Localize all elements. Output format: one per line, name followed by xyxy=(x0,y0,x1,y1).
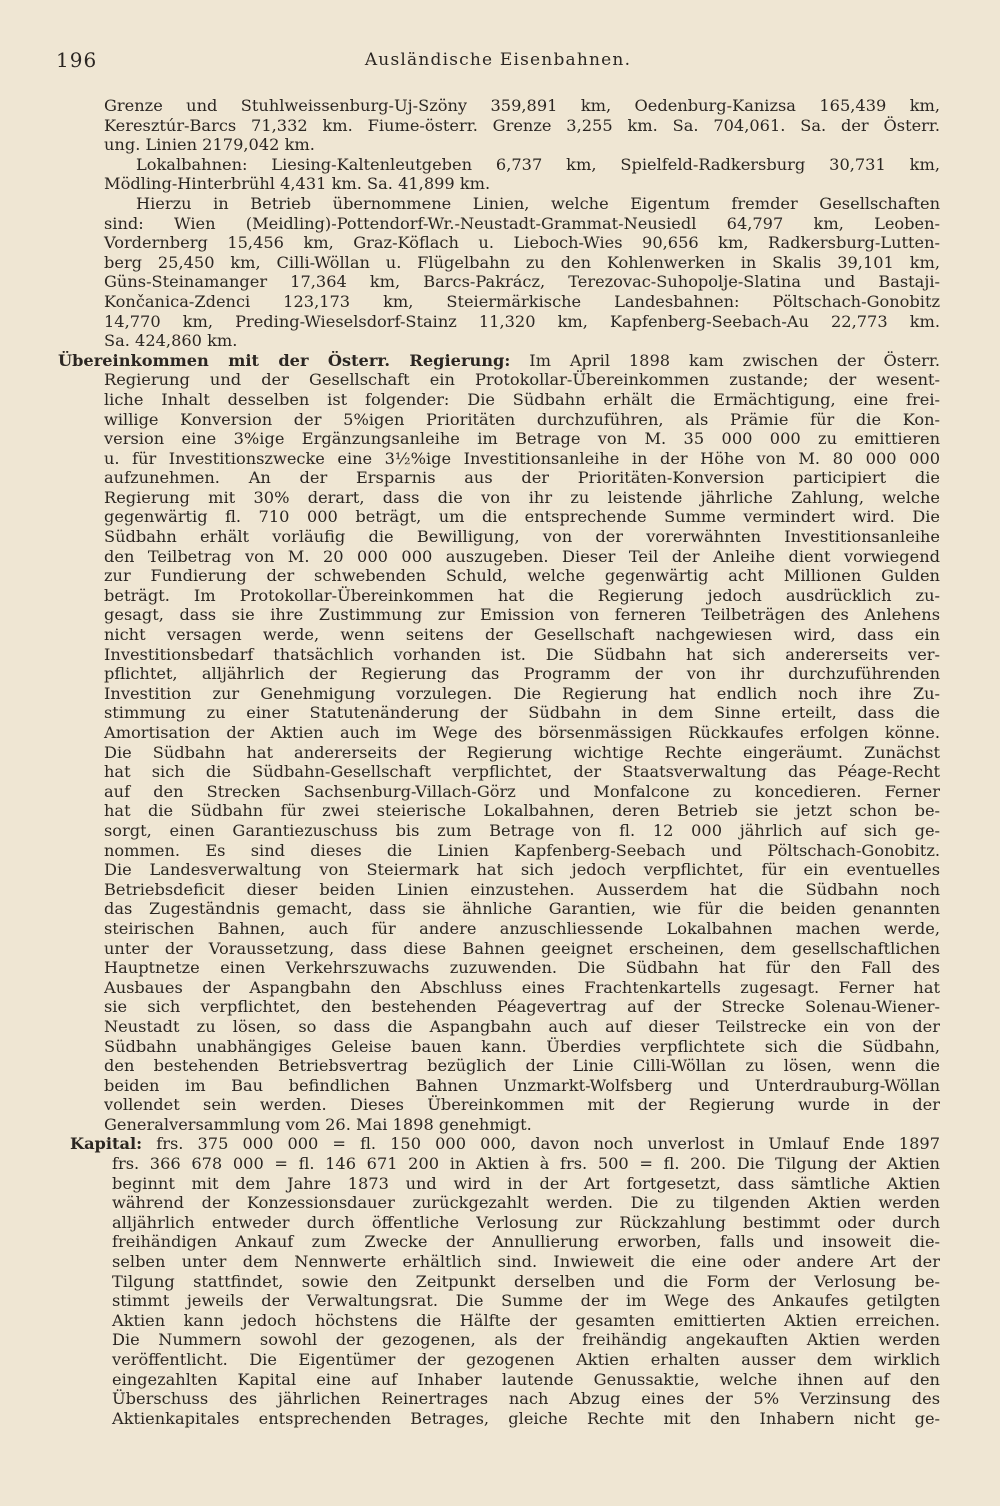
text-line: stimmt jeweils der Verwaltungsrat. Die Summe der im Wege des Ankaufes getilgten xyxy=(112,1291,940,1311)
text-line: Mödling-Hinterbrühl 4,431 km. Sa. 41,899 km. xyxy=(104,174,491,194)
text-line: beginnt mit dem Jahre 1873 und wird in der Art fortgesetzt, dass sämtliche Aktien xyxy=(112,1173,940,1193)
text-line: Überschuss des jährlichen Reinertrages nach Abzug eines der 5% Verzinsung des xyxy=(112,1389,940,1409)
text-line: u. für Investitionszwecke eine 3½%ige Investitionsanleihe in der Höhe von M. 80 000 000 xyxy=(104,448,940,468)
text-line: Končanica-Zdenci 123,173 km, Steiermärkische Landesbahnen: Pöltschach-Gonobitz xyxy=(104,291,940,311)
text-line: Keresztúr-Barcs 71,332 km. Fiume-österr. Grenze 3,255 km. Sa. 704,061. Sa. der Österr. xyxy=(104,115,940,135)
text-line: Regierung und der Gesellschaft ein Protokollar-Übereinkommen zustande; der wesent- xyxy=(104,370,940,390)
text-line: Hauptnetze einen Verkehrszuwachs zuzuwenden. Die Südbahn hat für den Fall des xyxy=(104,958,940,978)
text-line: Aktienkapitales entsprechenden Betrages, gleiche Rechte mit den Inhabern nicht ge- xyxy=(112,1408,940,1428)
text-line: den bestehenden Betriebsvertrag bezüglich der Linie Cilli-Wöllan zu lösen, wenn die xyxy=(104,1056,940,1076)
text-line: gegenwärtig fl. 710 000 beträgt, um die entsprechende Summe vermindert wird. Die xyxy=(104,507,940,527)
text-line: eingezahlten Kapital eine auf Inhaber lautende Genussaktie, welche ihnen auf den xyxy=(112,1369,940,1389)
text-line: beiden im Bau befindlichen Bahnen Unzmarkt-Wolfsberg und Unterdrauburg-Wöllan xyxy=(104,1075,940,1095)
text-line: nommen. Es sind dieses die Linien Kapfenberg-Seebach und Pöltschach-Gonobitz. xyxy=(104,840,940,860)
text-line: Die Landesverwaltung von Steiermark hat sich jedoch verpflichtet, für ein eventuelles xyxy=(104,860,940,880)
text-line: Tilgung stattfindet, sowie den Zeitpunkt derselben und die Form der Verlosung be- xyxy=(112,1271,940,1291)
text-line: steirischen Bahnen, auch für andere anzuschliessende Lokalbahnen machen werde, xyxy=(104,918,940,938)
text-line: selben unter dem Nennwerte erhältlich sind. Inwieweit die eine oder andere Art der xyxy=(112,1252,940,1272)
text-line: Südbahn unabhängiges Geleise bauen kann. Überdies verpflichtete sich die Südbahn, xyxy=(104,1036,940,1056)
body-text xyxy=(58,96,940,1428)
text-line: Lokalbahnen: Liesing-Kaltenleutgeben 6,737 km, Spielfeld-Radkersburg 30,731 km, xyxy=(136,154,940,174)
text-line: frs. 366 678 000 = fl. 146 671 200 in Aktien à frs. 500 = fl. 200. Die Tilgung der Aktien xyxy=(112,1154,940,1174)
text-line: Sa. 424,860 km. xyxy=(104,331,238,351)
text-line: hat die Südbahn für zwei steierische Lokalbahnen, deren Betrieb sie jetzt schon be- xyxy=(104,801,940,821)
text-line: berg 25,450 km, Cilli-Wöllan u. Flügelbahn zu den Kohlenwerken in Skalis 39,101 km, xyxy=(104,252,940,272)
text-line: während der Konzessionsdauer zurückgezahlt werden. Die zu tilgenden Aktien werden xyxy=(112,1193,940,1213)
page-header xyxy=(56,48,940,72)
text-line: Aktien kann jedoch höchstens die Hälfte der gesamten emittierten Aktien erreichen. xyxy=(112,1310,940,1330)
text-line: alljährlich entweder durch öffentliche Verlosung zur Rückzahlung bestimmt oder durch xyxy=(112,1212,940,1232)
text-line: stimmung zu einer Statutenänderung der Südbahn in dem Sinne erteilt, dass die xyxy=(104,703,940,723)
text-line: freihändigen Ankauf zum Zwecke der Annullierung erworben, falls und insoweit die- xyxy=(112,1232,940,1252)
text-line: Ausbaues der Aspangbahn den Abschluss eines Frachtenkartells zugesagt. Ferner hat xyxy=(104,977,940,997)
text-line: ung. Linien 2179,042 km. xyxy=(104,135,315,155)
text-line: Güns-Steinamanger 17,364 km, Barcs-Pakrácz, Terezovac-Suhopolje-Slatina und Bastaji- xyxy=(104,272,940,292)
text-line: den Teilbetrag von M. 20 000 000 auszugeben. Dieser Teil der Anleihe dient vorwiegend xyxy=(104,546,940,566)
text-line: Übereinkommen mit der Österr. Regierung: Im April 1898 kam zwischen der Österr. xyxy=(58,350,940,370)
text-line: willige Konversion der 5%igen Prioritäten durchzuführen, als Prämie für die Kon- xyxy=(104,409,940,429)
text-line: sind: Wien (Meidling)-Pottendorf-Wr.-Neustadt-Grammat-Neusiedl 64,797 km, Leoben- xyxy=(104,213,940,233)
text-line: veröffentlicht. Die Eigentümer der gezogenen Aktien erhalten ausser dem wirklich xyxy=(112,1350,940,1369)
text-line: pflichtet, alljährlich der Regierung das Programm der von ihr durchzuführenden xyxy=(104,664,940,684)
text-line: sie sich verpflichtet, den bestehenden Péagevertrag auf der Strecke Solenau-Wiener- xyxy=(104,997,940,1017)
text-line: gesagt, dass sie ihre Zustimmung zur Emission von ferneren Teilbeträgen des Anlehens xyxy=(104,605,940,625)
text-line: liche Inhalt desselben ist folgender: Die Südbahn erhält die Ermächtigung, eine frei- xyxy=(104,389,940,409)
text-line: sorgt, einen Garantiezuschuss bis zum Betrage von fl. 12 000 jährlich auf sich ge- xyxy=(104,820,940,840)
text-line: Die Nummern sowohl der gezogenen, als der freihändig angekauften Aktien werden xyxy=(112,1330,940,1350)
text-line: Amortisation der Aktien auch im Wege des börsenmässigen Rückkaufes erfolgen könne. xyxy=(104,723,940,742)
text-line: Betriebsdeficit dieser beiden Linien einzustehen. Ausserdem hat die Südbahn noch xyxy=(104,879,940,899)
running-title: Ausländische Eisenbahnen. xyxy=(364,50,632,70)
text-line: Investitionsbedarf thatsächlich vorhanden ist. Die Südbahn hat sich andererseits ver- xyxy=(104,644,940,664)
text-line: hat sich die Südbahn-Gesellschaft verpflichtet, der Staatsverwaltung das Péage-Recht xyxy=(104,762,940,782)
text-line: Regierung mit 30% derart, dass die von ihr zu leistende jährliche Zahlung, welche xyxy=(104,487,940,507)
text-line: Grenze und Stuhlweissenburg-Uj-Szöny 359,891 km, Oedenburg-Kanizsa 165,439 km, xyxy=(104,96,940,115)
text-line: zur Fundierung der schwebenden Schuld, welche gegenwärtig acht Millionen Gulden xyxy=(104,566,940,586)
text-line: Südbahn erhält vorläufig die Bewilligung, von der vorerwähnten Investitionsanleihe xyxy=(104,527,940,547)
text-line: 14,770 km, Preding-Wieselsdorf-Stainz 11,320 km, Kapfenberg-Seebach-Au 22,773 km. xyxy=(104,311,940,331)
text-line: Die Südbahn hat andererseits der Regierung wichtige Rechte eingeräumt. Zunächst xyxy=(104,742,940,762)
text-line: vollendet sein werden. Dieses Übereinkommen mit der Regierung wurde in der xyxy=(104,1095,940,1115)
text-line: Kapital: frs. 375 000 000 = fl. 150 000 000, davon noch unverlost in Umlauf Ende 1897 xyxy=(70,1134,940,1154)
text-line: Vordernberg 15,456 km, Graz-Köflach u. Lieboch-Wies 90,656 km, Radkersburg-Lutten- xyxy=(104,233,940,253)
text-line: nicht versagen werde, wenn seitens der Gesellschaft nachgewiesen wird, dass ein xyxy=(104,625,940,645)
text-line: Generalversammlung vom 26. Mai 1898 genehmigt. xyxy=(104,1114,532,1134)
text-line: auf den Strecken Sachsenburg-Villach-Görz und Monfalcone zu koncedieren. Ferner xyxy=(104,781,940,801)
text-line: Neustadt zu lösen, so dass die Aspangbahn auch auf dieser Teilstrecke ein von der xyxy=(104,1016,940,1036)
text-line: Hierzu in Betrieb übernommene Linien, welche Eigentum fremder Gesellschaften xyxy=(136,193,940,213)
page-number: 196 xyxy=(56,48,98,72)
text-line: aufzunehmen. An der Ersparnis aus der Prioritäten-Konversion participiert die xyxy=(104,468,940,488)
text-line: beträgt. Im Protokollar-Übereinkommen hat die Regierung jedoch ausdrücklich zu- xyxy=(104,585,940,605)
text-line: Investition zur Genehmigung vorzulegen. Die Regierung hat endlich noch ihre Zu- xyxy=(104,683,940,703)
text-line: unter der Voraussetzung, dass diese Bahnen geeignet erscheinen, dem gesellschaftlichen xyxy=(104,938,940,958)
text-line: version eine 3%ige Ergänzungsanleihe im Betrage von M. 35 000 000 zu emittieren xyxy=(104,429,940,449)
text-line: das Zugeständnis gemacht, dass sie ähnliche Garantien, wie für die beiden genannten xyxy=(104,899,940,919)
